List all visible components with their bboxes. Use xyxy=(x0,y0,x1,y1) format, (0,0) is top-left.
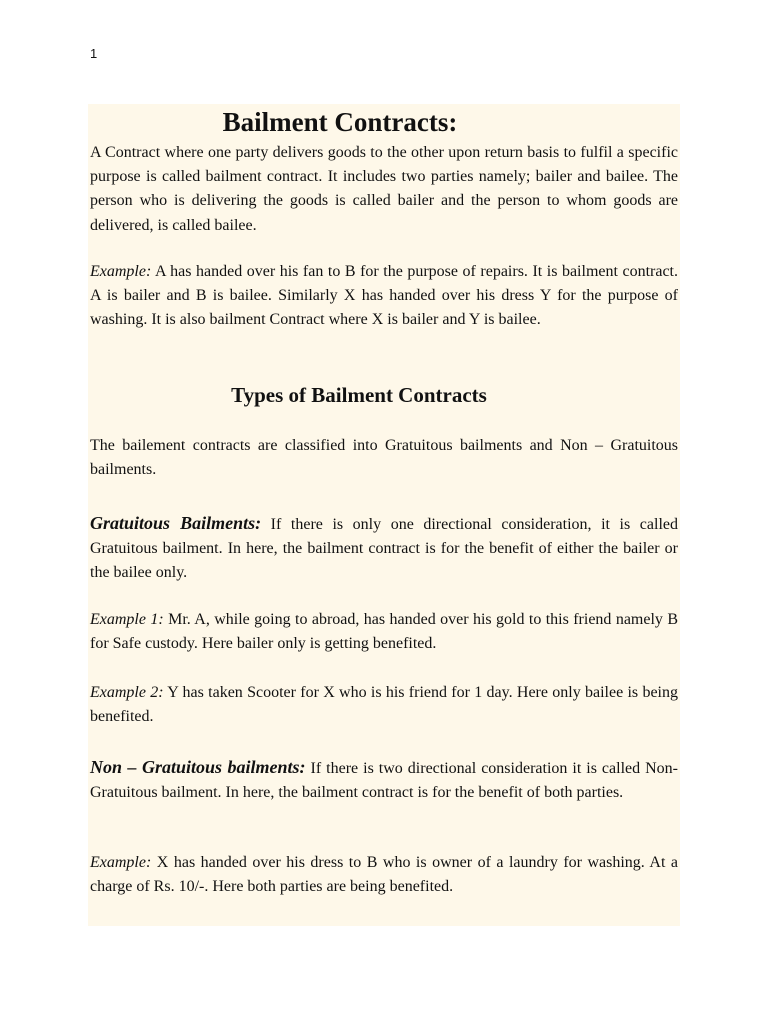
non-gratuitous-paragraph xyxy=(90,755,678,805)
non-gratuitous-text: If there is two directional consideration it is called Non-Gratuitous bailment. In here, the bailment contract is for the benefit of both parties. xyxy=(90,760,679,802)
example1-paragraph xyxy=(90,608,678,656)
non-gratuitous-lead: Non – Gratuitous bailments: xyxy=(90,757,306,777)
example2-lead: Example 2: xyxy=(90,684,164,701)
page-number: 1 xyxy=(90,46,98,61)
example1-text: Mr. A, while going to abroad, has handed over his gold to this friend namely B for Safe custody. Here bailer only is getting benefited. xyxy=(90,611,678,653)
gratuitous-lead: Gratuitous Bailments: xyxy=(90,513,262,533)
gratuitous-paragraph xyxy=(90,511,678,586)
example3-lead: Example: xyxy=(90,854,152,871)
gratuitous-text: If there is only one directional consideration, it is called Gratuitous bailment. In here, the bailment contract is for the benefit of either the bailer or the bailee only. xyxy=(90,516,678,582)
example-paragraph xyxy=(90,260,678,333)
document-title: Bailment Contracts: xyxy=(222,107,458,137)
example-lead: Example: xyxy=(90,263,152,280)
example3-text: X has handed over his dress to B who is owner of a laundry for washing. At a charge of Rs. 10/-. Here both parties are being benefited. xyxy=(90,854,678,896)
intro-paragraph: A Contract where one party delivers goods to the other upon return basis to fulfil a specific purpose is called bailment contract. It includes two parties namely; bailer and bailee. The person who is delivering the goods is called bailer and the person to whom goods are delivered, is called bailee. xyxy=(90,144,678,234)
example-text: A has handed over his fan to B for the purpose of repairs. It is bailment contract. A is bailer and B is bailee. Similarly X has handed over his dress Y for the purpose of washing. It is also bailment Contract where X is bailer and Y is bailee. xyxy=(90,263,678,329)
example2-text: Y has taken Scooter for X who is his friend for 1 day. Here only bailee is being benefited. xyxy=(90,684,678,726)
example1-lead: Example 1: xyxy=(90,611,164,628)
types-heading: Types of Bailment Contracts xyxy=(231,383,487,407)
example2-paragraph xyxy=(90,681,678,729)
example3-paragraph xyxy=(90,851,678,899)
classification-paragraph: The bailement contracts are classified into Gratuitous bailments and Non – Gratuitous bailments. xyxy=(90,437,678,479)
